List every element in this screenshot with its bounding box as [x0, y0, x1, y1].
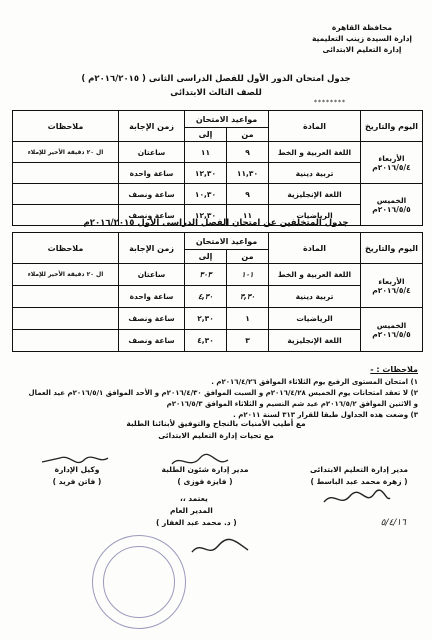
- notes-heading: ملاحظات : -: [370, 365, 418, 374]
- header-notes: ملاحظات: [13, 233, 119, 264]
- district-line: إدارة السيدة زينب التعليمية: [312, 34, 412, 43]
- subject-cell: الرياضيات: [269, 205, 361, 226]
- header-from: من: [227, 250, 269, 264]
- day-cell: الأربعاء ٢٠١٦/٥/٤م: [361, 264, 423, 308]
- to-cell: ١١: [185, 142, 227, 163]
- from-cell: ١: [227, 308, 269, 330]
- to-cell: ١٠,٣٠: [185, 184, 227, 205]
- approval-label: يعتمد ،،: [180, 494, 208, 503]
- signature-title: وكيل الإدارة: [54, 465, 100, 474]
- closing-wishes: مع أطيب الأمنيات بالنجاح والتوفيق لأبنائنا الطلبة: [126, 419, 306, 428]
- note-cell: [13, 184, 119, 205]
- duration-cell: ساعة ونصف: [119, 205, 185, 226]
- header-subject: المادة: [269, 233, 361, 264]
- to-cell: ٢,٣٠: [185, 308, 227, 330]
- from-cell: ٣,٣٠: [227, 286, 269, 308]
- makeup-schedule-table: [12, 232, 423, 352]
- grade-subtitle: للصف الثالث الابتدائى: [170, 88, 262, 98]
- note-item: و الاثنين الموافق ٢٠١٦/٥/٢م عيد شم النسيم و الثلاثاء الموافق ٢٠١٦/٥/٣م: [166, 400, 418, 408]
- from-cell: ٩: [227, 184, 269, 205]
- subject-cell: تربية دينية: [269, 163, 361, 184]
- duration-cell: ساعة واحدة: [119, 286, 185, 308]
- note-cell: [13, 286, 119, 308]
- signature-scribble-icon: [322, 488, 392, 510]
- subject-cell: اللغة الإنجليزية: [269, 184, 361, 205]
- duration-cell: ساعتان: [119, 264, 185, 286]
- header-day: اليوم والتاريخ: [361, 111, 423, 142]
- header-times: مواعيد الامتحان: [185, 233, 269, 250]
- notes-list: [10, 377, 418, 421]
- duration-cell: ساعة واحدة: [119, 163, 185, 184]
- signature-name: ( فاتن فريد ): [52, 477, 102, 486]
- makeup-schedule-title: جدول المتخلفين عن امتحان الفصل الدراسى الأول ٢٠١٦/٢٠١٥م: [83, 218, 349, 228]
- header-day: اليوم والتاريخ: [361, 233, 423, 264]
- duration-cell: ساعة ونصف: [119, 308, 185, 330]
- note-item: ١) امتحان المستوى الرفيع يوم الثلاثاء الموافق ٢٠١٦/٤/٢٦م .: [211, 378, 418, 386]
- signature-name: ( زهرة محمد عبد الباسط ): [310, 477, 408, 486]
- stars-divider: ********: [314, 99, 346, 106]
- signature-scribble-icon: [170, 452, 230, 472]
- header-to: إلى: [185, 250, 227, 264]
- note-cell: [13, 163, 119, 184]
- from-cell: ٣: [227, 330, 269, 352]
- general-manager-name: ( د. محمد عبد الغفار ): [156, 518, 237, 527]
- header-notes: ملاحظات: [13, 111, 119, 142]
- subject-cell: الرياضيات: [269, 308, 361, 330]
- header-duration: زمن الإجابة: [119, 233, 185, 264]
- day-cell: الأربعاء ٢٠١٦/٥/٤م: [361, 142, 423, 184]
- signature-title: مدير إدارة شئون الطلبة: [161, 465, 249, 474]
- header-times: مواعيد الامتحان: [185, 111, 269, 128]
- table-row: [13, 142, 423, 163]
- official-stamp-icon: [92, 535, 186, 629]
- day-cell: الخميس ٢٠١٦/٥/٥م: [361, 308, 423, 352]
- from-cell: ١١: [227, 205, 269, 226]
- general-manager-title: المدير العام: [170, 506, 213, 515]
- note-cell: ال ٢٠ دقيقة الأخير للإملاء: [13, 142, 119, 163]
- day-cell: الخميس ٢٠١٦/٥/٥م: [361, 184, 423, 226]
- signature-title: مدير إدارة التعليم الابتدائى: [309, 465, 409, 474]
- subject-cell: تربية دينية: [269, 286, 361, 308]
- note-cell: ال ٢٠ دقيقة الأخير للإملاء: [13, 264, 119, 286]
- closing-regards: مع تحيات إدارة التعليم الابتدائى: [158, 431, 274, 440]
- to-cell: ١٢,٣٠: [185, 163, 227, 184]
- from-cell: ١١,٣٠: [227, 163, 269, 184]
- signature-scribble-icon: [40, 452, 110, 472]
- to-cell: ٣٠٣: [185, 264, 227, 286]
- subject-cell: اللغة العربية و الخط: [269, 142, 361, 163]
- duration-cell: ساعتان: [119, 142, 185, 163]
- note-cell: [13, 308, 119, 330]
- schedule-title: جدول امتحان الدور الأول للفصل الدراسى الثانى ( ٢٠١٦/٢٠١٥م ): [81, 74, 351, 84]
- subject-cell: اللغة العربية و الخط: [269, 264, 361, 286]
- duration-cell: ساعة ونصف: [119, 330, 185, 352]
- from-cell: ٩: [227, 142, 269, 163]
- signature-primary-director: [304, 464, 414, 488]
- department-line: إدارة التعليم الابتدائى: [322, 45, 402, 54]
- header-duration: زمن الإجابة: [119, 111, 185, 142]
- note-item: ٣) وضعت هذه الجداول طبقا للقرار ٣١٣ لسنة ٢٠١١م .: [233, 411, 418, 419]
- to-cell: ١٢,٣٠: [185, 205, 227, 226]
- signature-name: ( فايزة فوزى ): [177, 477, 233, 486]
- to-cell: ٤,٣٠: [185, 330, 227, 352]
- governorate-line: محافظة القاهرة: [331, 23, 393, 32]
- table-row: [13, 184, 423, 205]
- letterhead: [302, 22, 422, 55]
- subject-cell: اللغة الإنجليزية: [269, 330, 361, 352]
- exam-schedule-table: [12, 110, 423, 226]
- header-from: من: [227, 128, 269, 142]
- handwritten-date: ٥/٤/١٦: [380, 518, 406, 528]
- note-cell: [13, 330, 119, 352]
- header-subject: المادة: [269, 111, 361, 142]
- signature-scribble-icon: [190, 536, 250, 560]
- to-cell: ٤,٣٠: [185, 286, 227, 308]
- duration-cell: ساعة ونصف: [119, 184, 185, 205]
- header-to: إلى: [185, 128, 227, 142]
- table-row: [13, 264, 423, 286]
- note-item: ٢) لا تعقد امتحانات يوم الخميس ٢٠١٦/٤/٢٨م و السبت الموافق ٢٠١٦/٤/٣٠م و الأحد الموافق ٢٠١٦/٥/١م عيد العمال: [28, 389, 418, 397]
- from-cell: ١٠١: [227, 264, 269, 286]
- table-row: [13, 308, 423, 330]
